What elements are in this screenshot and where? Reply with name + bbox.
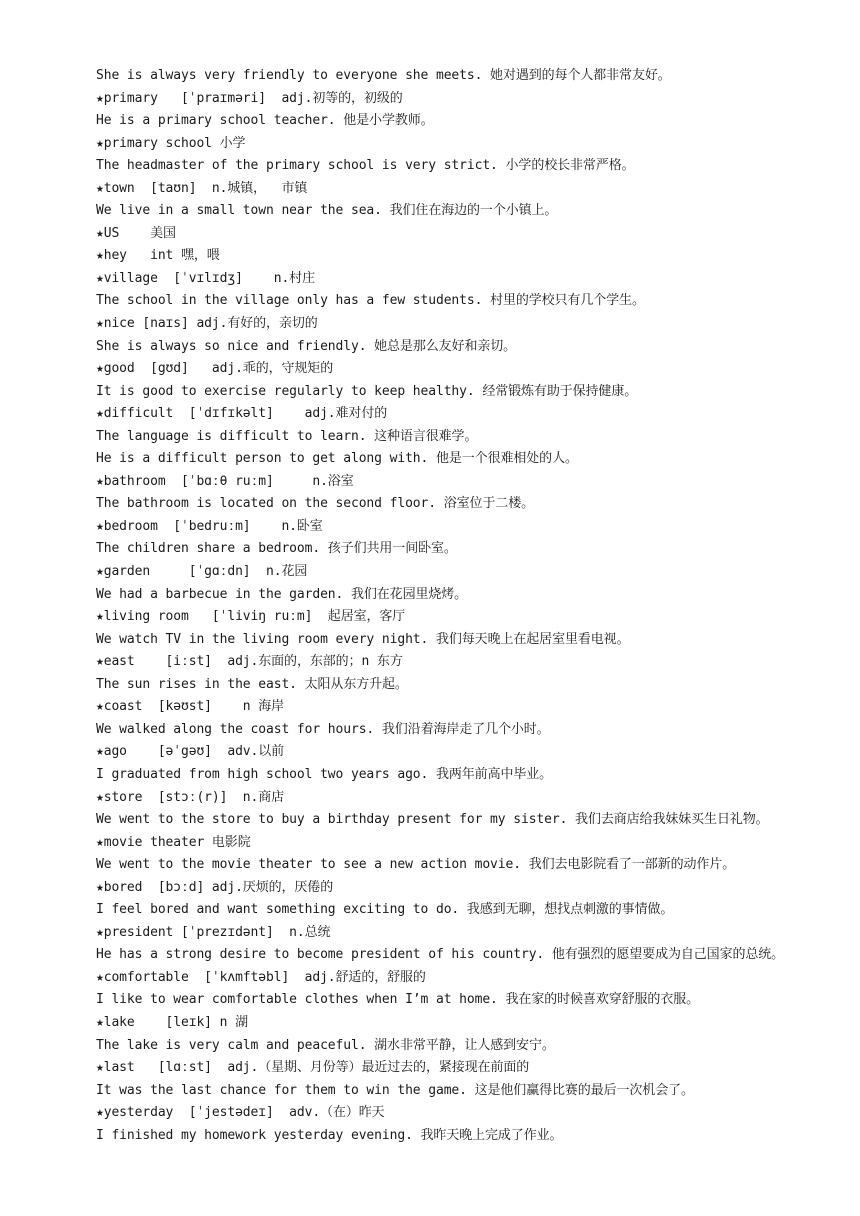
example-sentence-line: The sun rises in the east. 太阳从东方升起。 [96,676,408,692]
vocab-entry-line: ★bathroom [ˈbɑːθ ruːm] n.浴室 [96,473,354,489]
example-sentence-line: The bathroom is located on the second floor. 浴室位于二楼。 [96,496,535,512]
example-sentence-line: We watch TV in the living room every night. 我们每天晚上在起居室里看电视。 [96,631,630,647]
vocab-entry-line: ★town [taʊn] n.城镇， 市镇 [96,180,308,196]
example-sentence-line: It was the last chance for them to win the game. 这是他们赢得比赛的最后一次机会了。 [96,1082,694,1098]
vocab-entry-line: ★ago [əˈgəʊ] adv.以前 [96,744,285,760]
example-sentence-line: We went to the store to buy a birthday present for my sister. 我们去商店给我妹妹买生日礼物。 [96,812,769,828]
example-sentence-line: I graduated from high school two years ago. 我两年前高中毕业。 [96,766,553,782]
example-sentence-line: She is always so nice and friendly. 她总是那么友好和亲切。 [96,338,517,354]
vocab-entry-line: ★bored [bɔːd] adj.厌烦的，厌倦的 [96,879,334,895]
example-sentence-line: The headmaster of the primary school is very strict. 小学的校长非常严格。 [96,158,635,174]
vocab-entry-line: ★good [gʊd] adj.乖的，守规矩的 [96,361,334,377]
vocab-entry-line: ★hey int 嘿，喂 [96,248,220,264]
example-sentence-line: We went to the movie theater to see a new action movie. 我们去电影院看了一部新的动作片。 [96,857,736,873]
vocab-entry-line: ★primary [ˈpraɪməri] adj.初等的，初级的 [96,90,403,106]
vocab-entry-line: ★comfortable [ˈkʌmftəbl] adj.舒适的，舒服的 [96,969,426,985]
example-sentence-line: The children share a bedroom. 孩子们共用一间卧室。 [96,541,457,557]
vocab-entry-line: ★lake [leɪk] n 湖 [96,1014,248,1030]
example-sentence-line: He is a difficult person to get along with. 他是一个很难相处的人。 [96,451,578,467]
example-sentence-line: We had a barbecue in the garden. 我们在花园里烧烤。 [96,586,468,602]
vocab-entry-line: ★primary school 小学 [96,135,246,151]
vocab-entry-line: ★yesterday [ˈjestədeɪ] adv.（在）昨天 [96,1105,385,1121]
example-sentence-line: It is good to exercise regularly to keep healthy. 经常锻炼有助于保持健康。 [96,383,638,399]
example-sentence-line: She is always very friendly to everyone she meets. 她对遇到的每个人都非常友好。 [96,68,671,83]
vocab-entry-line: ★store [stɔː(r)] n.商店 [96,789,285,805]
example-sentence-line: The lake is very calm and peaceful. 湖水非常平静，让人感到安宁。 [96,1037,555,1053]
example-sentence-line: We walked along the coast for hours. 我们沿着海岸走了几个小时。 [96,721,550,737]
vocab-entry-line: ★president [ˈprezɪdənt] n.总统 [96,924,331,940]
example-sentence-line: We live in a small town near the sea. 我们住在海边的一个小镇上。 [96,203,558,219]
vocab-entry-line: ★movie theater 电影院 [96,834,251,850]
vocab-entry-line: ★bedroom [ˈbedruːm] n.卧室 [96,518,323,534]
vocabulary-page [96,65,856,1147]
vocab-entry-line: ★village [ˈvɪlɪdʒ] n.村庄 [96,270,315,286]
example-sentence-line: I finished my homework yesterday evening. 我昨天晚上完成了作业。 [96,1127,563,1143]
example-sentence-line: He has a strong desire to become president of his country. 他有强烈的愿望要成为自己国家的总统。 [96,947,785,963]
example-sentence-line: The language is difficult to learn. 这种语言很难学。 [96,428,478,444]
vocab-entry-line: ★coast [kəʊst] n 海岸 [96,699,285,715]
vocab-entry-line: ★garden [ˈgɑːdn] n.花园 [96,564,308,580]
example-sentence-line: He is a primary school teacher. 他是小学教师。 [96,113,434,129]
vocab-entry-line: ★living room [ˈliviŋ ruːm] 起居室，客厅 [96,609,406,625]
example-sentence-line: I like to wear comfortable clothes when I’m at home. 我在家的时候喜欢穿舒服的衣服。 [96,992,700,1008]
example-sentence-line: The school in the village only has a few students. 村里的学校只有几个学生。 [96,293,645,309]
vocab-entry-line: ★difficult [ˈdɪfɪkəlt] adj.难对付的 [96,406,388,422]
vocab-entry-line: ★last [lɑːst] adj.（星期、月份等）最近过去的，紧接现在前面的 [96,1060,530,1076]
vocab-entry-line: ★nice [naɪs] adj.有好的，亲切的 [96,316,318,332]
vocab-entry-line: ★east [iːst] adj.东面的，东部的；n 东方 [96,654,403,670]
vocab-entry-line: ★US 美国 [96,225,176,241]
example-sentence-line: I feel bored and want something exciting to do. 我感到无聊，想找点刺激的事情做。 [96,902,674,918]
